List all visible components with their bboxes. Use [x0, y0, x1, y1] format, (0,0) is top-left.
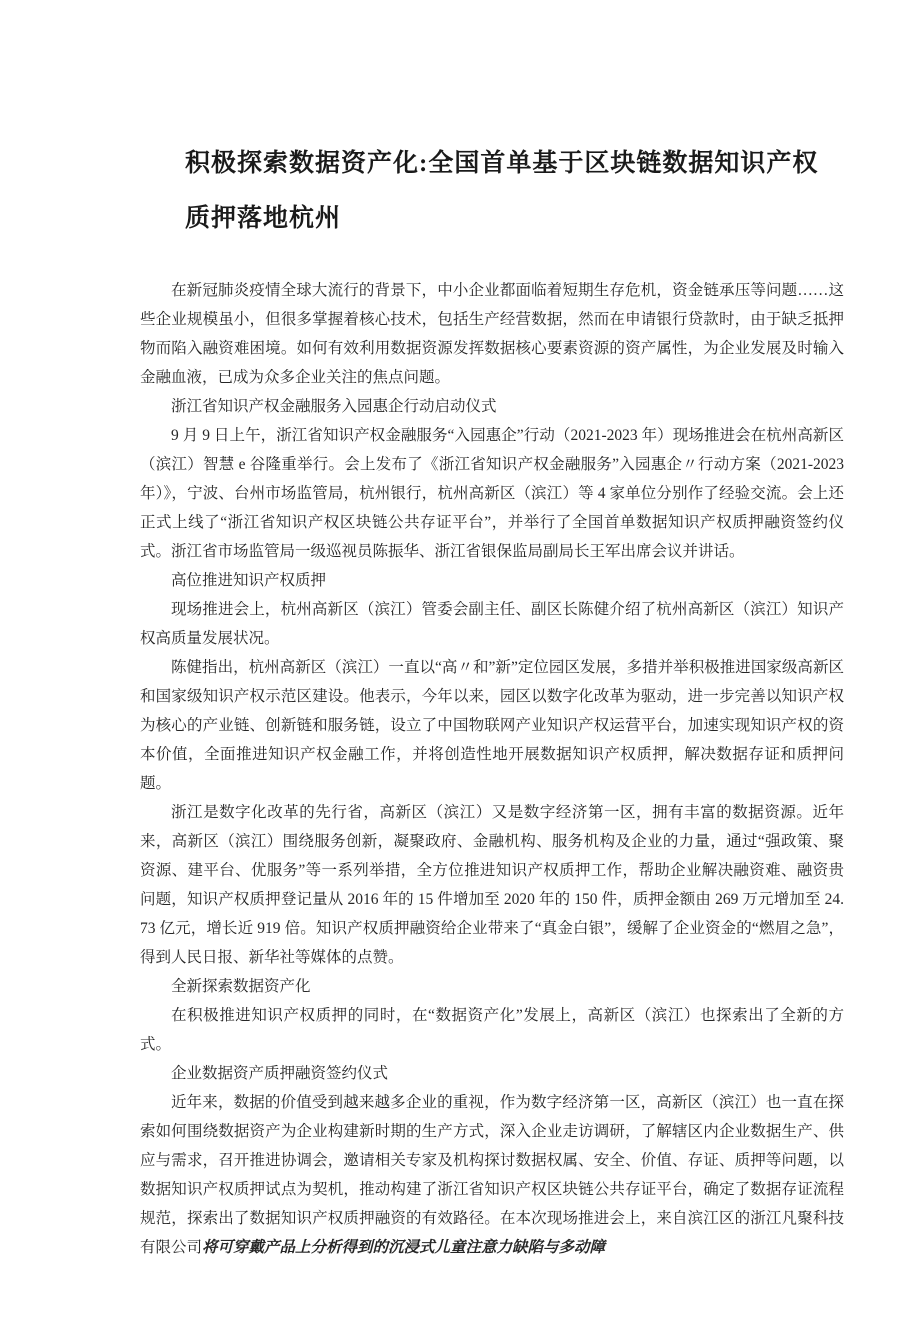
final-paragraph-text: 近年来，数据的价值受到越来越多企业的重视，作为数字经济第一区，高新区（滨江）也一直在探索如何围绕数据资产为企业构建新时期的生产方式，深入企业走访调研，了解辖区内企业数据生产、供应与需求，召开推进协调会，邀请相关专家及机构探讨数据权属、安全、价值、存证、质押等问题，以数据知识产权质押试点为契机，推动构建了浙江省知识产权区块链公共存证平台，确定了数据存证流程规范，探索出了数据知识产权质押融资的有效路径。在本次现场推进会上，来自滨江区的浙江凡聚科技有限公司: [140, 1094, 844, 1256]
paragraph-zhejiang-digital-reform: 浙江是数字化改革的先行省，高新区（滨江）又是数字经济第一区，拥有丰富的数据资源。近年来，高新区（滨江）围绕服务创新，凝聚政府、金融机构、服务机构及企业的力量，通过“强政策、聚资源、建平台、优服务”等一系列举措，全方位推进知识产权质押工作，帮助企业解决融资难、融资贵问题，知识产权质押登记量从 2016 年的 15 件增加至 2020 年的 150 件，质押金额由 269 万元增加至 24.73 亿元，增长近 919 倍。知识产权质押融资给企业带来了“真金白银”，缓解了企业资金的“燃眉之急”，得到人民日报、新华社等媒体的点赞。: [140, 804, 844, 966]
paragraph-intro: 在新冠肺炎疫情全球大流行的背景下，中小企业都面临着短期生存危机，资金链承压等问题……这些企业规模虽小，但很多掌握着核心技术，包括生产经营数据，然而在申请银行贷款时，由于缺乏抵押物而陷入融资难困境。如何有效利用数据资源发挥数据核心要素资源的资产属性，为企业发展及时输入金融血液，已成为众多企业关注的焦点问题。: [140, 282, 844, 386]
paragraph-subhead-high-level-promotion: 高位推进知识产权质押: [171, 572, 327, 589]
paragraph-final: [140, 1088, 844, 1262]
final-paragraph-emphasis: 将可穿戴产品上分析得到的沉浸式儿童注意力缺陷与多动障: [202, 1239, 606, 1256]
paragraph-data-capitalization-intro: 在积极推进知识产权质押的同时，在“数据资产化”发展上，高新区（滨江）也探索出了全新的方式。: [140, 1007, 844, 1053]
paragraph-subhead-data-capitalization: 全新探索数据资产化: [171, 978, 311, 995]
paragraph-caption-signing-ceremony: 企业数据资产质押融资签约仪式: [171, 1065, 389, 1082]
paragraph-event-report: 9 月 9 日上午，浙江省知识产权金融服务“入园惠企”行动（2021-2023 年）现场推进会在杭州高新区（滨江）智慧 e 谷隆重举行。会上发布了《浙江省知识产权金融服务”入园惠企〃行动方案（2021-2023 年）》，宁波、台州市场监管局，杭州银行，杭州高新区（滨江）等 4 家单位分别作了经验交流。会上还正式上线了“浙江省知识产权区块链公共存证平台”，并举行了全国首单数据知识产权质押融资签约仪式。浙江省市场监管局一级巡视员陈振华、浙江省银保监局副局长王军出席会议并讲话。: [140, 427, 844, 560]
paragraph-chen-jian-intro: 现场推进会上，杭州高新区（滨江）管委会副主任、副区长陈健介绍了杭州高新区（滨江）知识产权高质量发展状况。: [140, 601, 844, 647]
paragraph-caption-launch-ceremony: 浙江省知识产权金融服务入园惠企行动启动仪式: [171, 398, 497, 415]
document-title: 积极探索数据资产化:全国首单基于区块链数据知识产权质押落地杭州: [185, 150, 819, 232]
paragraph-chen-jian-remarks: 陈健指出，杭州高新区（滨江）一直以“高〃和”新”定位园区发展，多措并举积极推进国家级高新区和国家级知识产权示范区建设。他表示，今年以来，园区以数字化改革为驱动，进一步完善以知识产权为核心的产业链、创新链和服务链，设立了中国物联网产业知识产权运营平台，加速实现知识产权的资本价值，全面推进知识产权金融工作，并将创造性地开展数据知识产权质押，解决数据存证和质押问题。: [140, 659, 844, 792]
